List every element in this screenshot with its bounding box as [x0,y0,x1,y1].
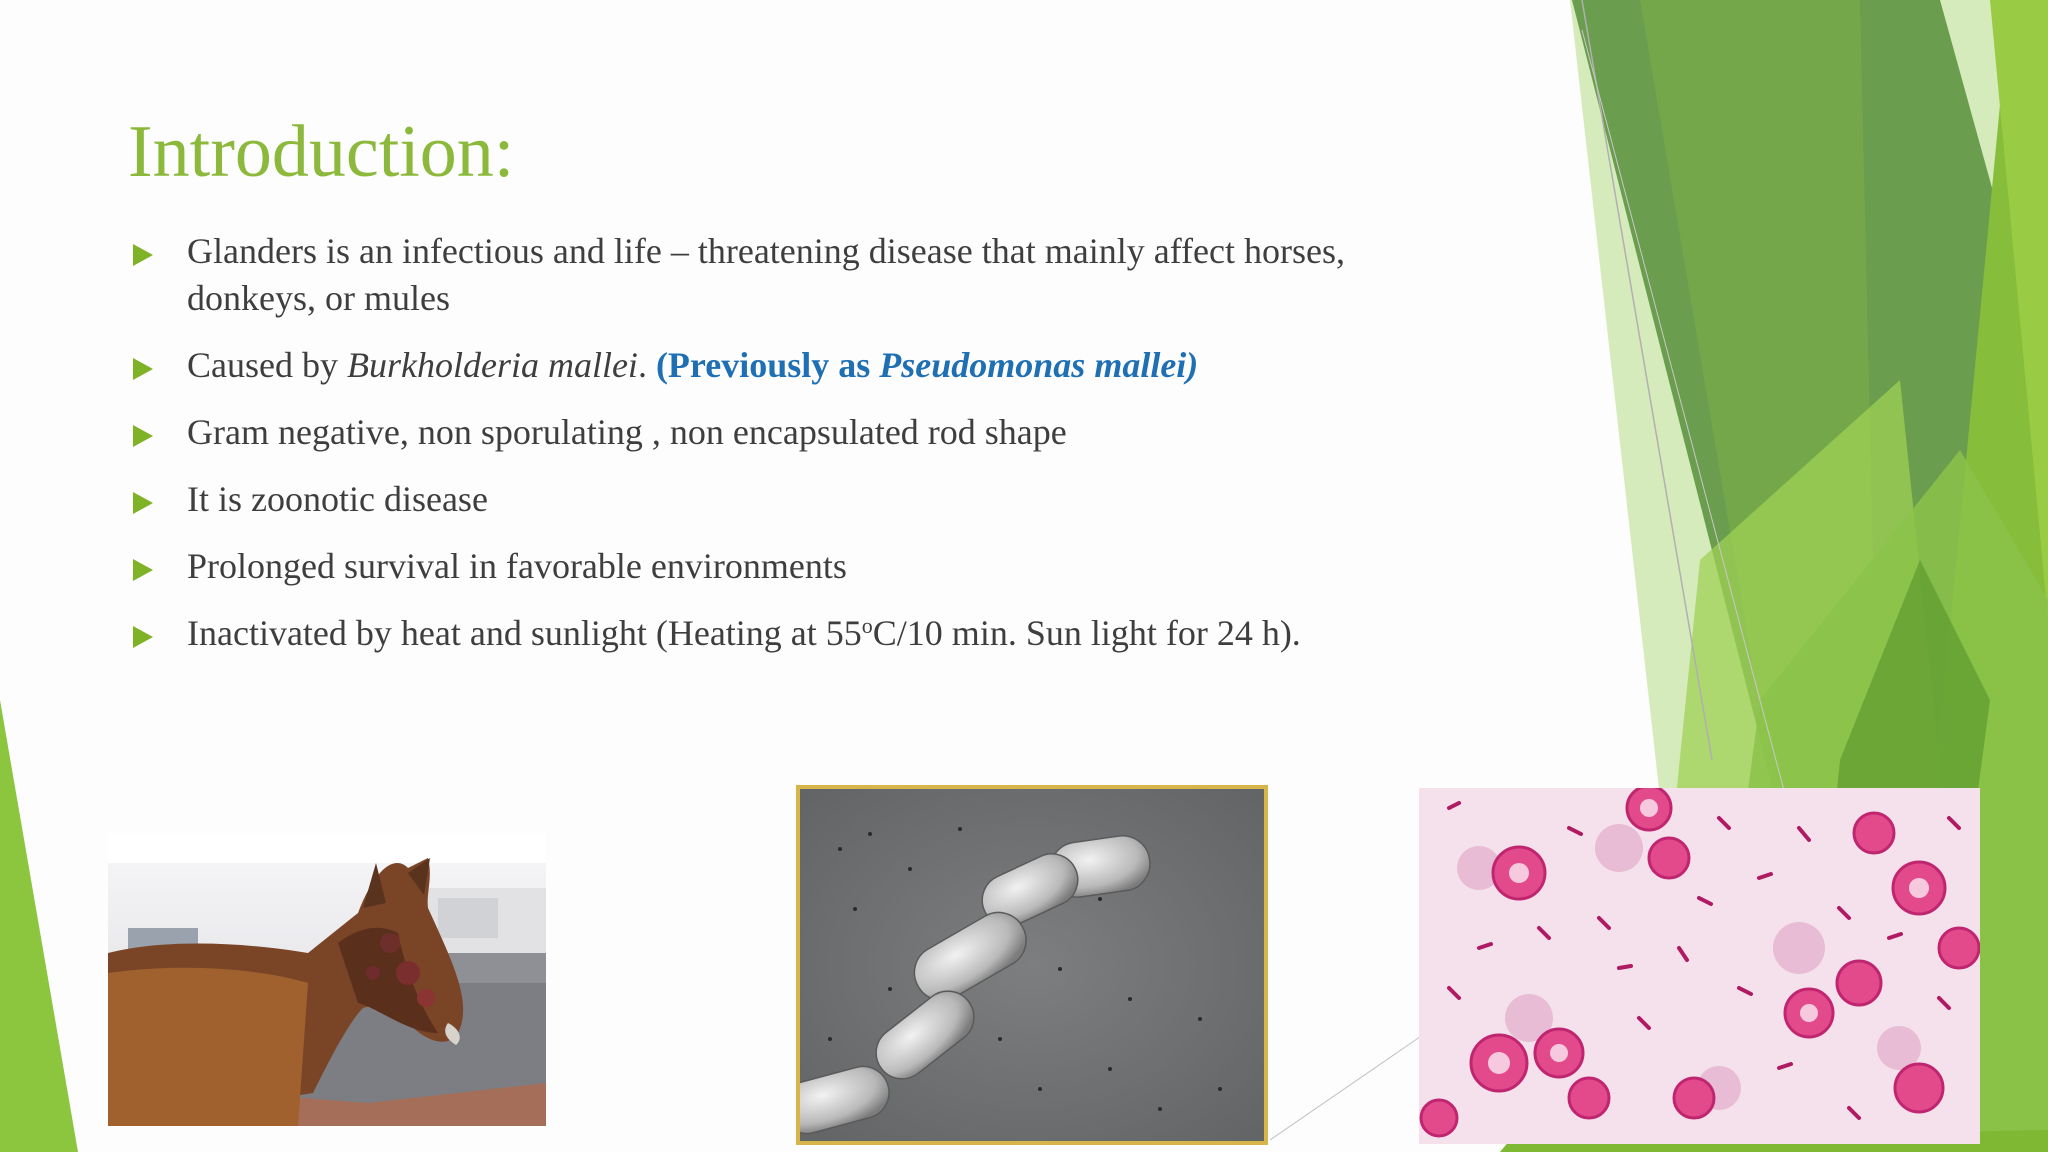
electron-micrograph-rod-bacteria-photo [796,785,1268,1145]
bullet-item-cause [128,342,1468,389]
degree-superscript: o [861,613,873,638]
bullet-text-line2: donkeys, or mules [187,278,450,318]
bullet-text: It is zoonotic disease [187,479,488,519]
bullet-item-glanders-definition [128,228,1468,322]
bullet-arrow-icon [133,559,153,581]
bullet-arrow-icon [133,358,153,380]
bullet-arrow-icon [133,244,153,266]
bullet-text-previous-name: (Previously as Pseudomonas mallei) [655,345,1199,385]
horse-with-glanders-lesions-photo [108,833,546,1126]
bullet-item-inactivation [128,610,1468,657]
bullet-item-gram-negative [128,409,1468,456]
bullet-text: Prolonged survival in favorable environments [187,546,847,586]
slide-title: Introduction: [128,111,515,193]
bullet-text-line1: Glanders is an infectious and life – threatening disease that mainly affect horses, [187,231,1345,271]
bullet-text-suffix: . [637,345,656,385]
pink-stained-smear-microscopy-photo [1419,788,1980,1144]
bullet-item-survival [128,543,1468,590]
bullet-text: Gram negative, non sporulating , non encapsulated rod shape [187,412,1067,452]
bullet-item-zoonotic [128,476,1468,523]
bullet-arrow-icon [133,425,153,447]
bullet-text-organism: Burkholderia mallei [346,345,638,385]
bullet-text-suffix: C/10 min. Sun light for 24 h). [872,613,1301,653]
bullet-list [128,228,1468,677]
bullet-arrow-icon [133,492,153,514]
bullet-text-prefix: Caused by [187,345,347,385]
bullet-arrow-icon [133,626,153,648]
bullet-text-prefix: Inactivated by heat and sunlight (Heating at 55 [187,613,862,653]
